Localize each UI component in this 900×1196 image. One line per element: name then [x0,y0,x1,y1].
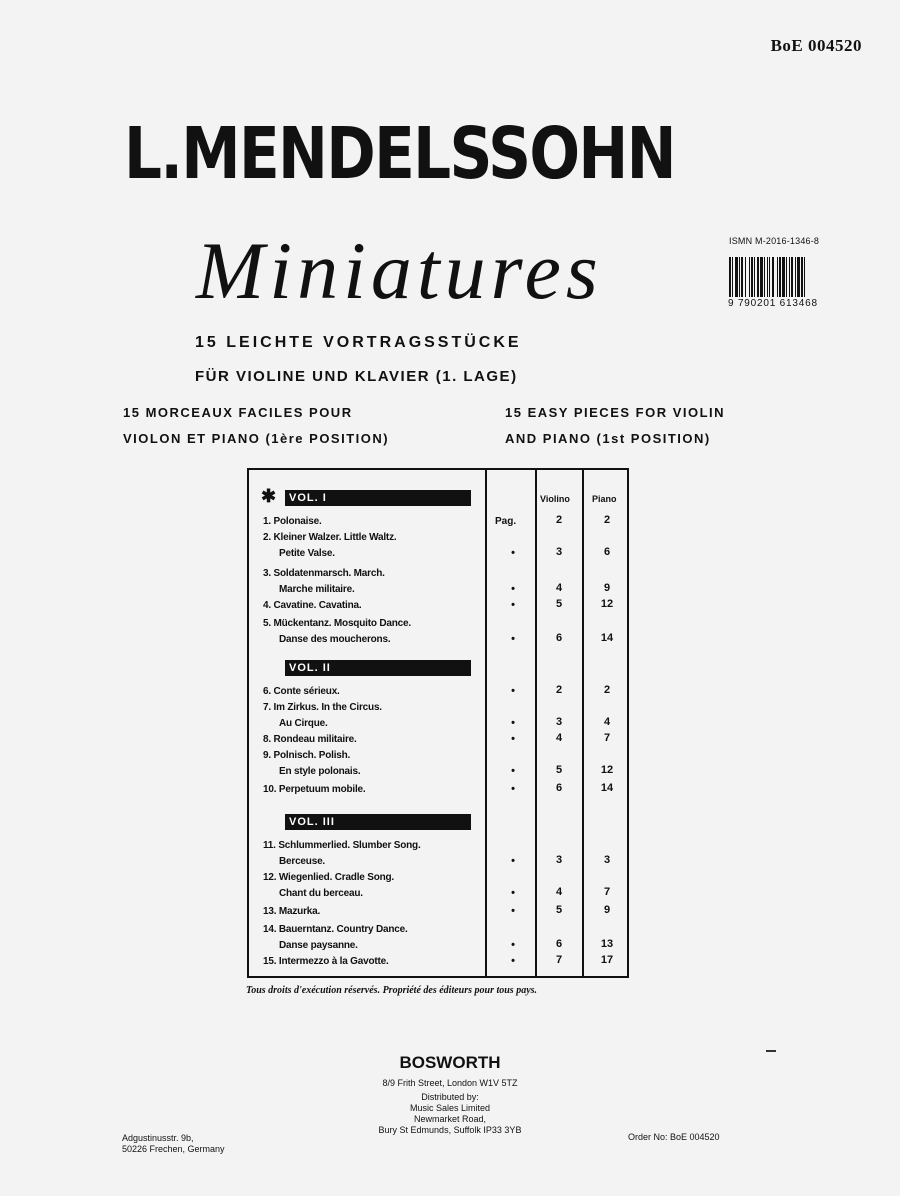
entry-subtitle: Danse paysanne. [279,940,358,951]
subtitle-french-line1: 15 MORCEAUX FACILES POUR [123,405,353,420]
entry-title: 4. Cavatine. Cavatina. [263,600,362,611]
work-title: Miniatures [196,225,603,316]
contents-entry [263,782,483,798]
leader-dot: • [511,633,515,645]
catalog-number: BoE 004520 [770,36,862,55]
contents-table [247,468,629,978]
piano-page: 2 [603,684,611,696]
violino-page: 7 [555,954,563,966]
leader-dot: • [511,783,515,795]
violino-page: 2 [555,684,563,696]
contents-entry [263,566,483,598]
composer-name: L.MENDELSSOHN [124,112,675,195]
piano-page: 9 [603,582,611,594]
violino-page: 6 [555,632,563,644]
leader-dot: • [511,765,515,777]
german-address [122,1133,225,1155]
column-divider [535,470,537,976]
violino-page: 4 [555,732,563,744]
entry-title: 3. Soldatenmarsch. March. [263,568,385,579]
piano-page: 2 [603,514,611,526]
distribution-line: Bury St Edmunds, Suffolk IP33 3YB [378,1125,522,1135]
entry-subtitle: Marche militaire. [279,584,355,595]
entry-subtitle: Danse des moucherons. [279,634,391,645]
piano-page: 13 [600,938,614,950]
entry-title: 5. Mückentanz. Mosquito Dance. [263,618,411,629]
column-header-pag: Pag. [495,516,517,527]
piano-page: 4 [603,716,611,728]
contents-entry [263,954,483,970]
contents-entry [263,732,483,748]
barcode-digits: 9 790201 613468 [728,298,818,309]
violino-page: 6 [555,782,563,794]
contents-entry [263,530,483,562]
entry-subtitle: Au Cirque. [279,718,328,729]
distribution-line: Distributed by: [421,1092,479,1102]
contents-entry [263,904,483,920]
piano-page: 6 [603,546,611,558]
violino-page: 6 [555,938,563,950]
entry-subtitle: Berceuse. [279,856,326,867]
violino-page: 3 [555,546,563,558]
asterisk-mark: ✱ [261,486,277,506]
piano-page: 12 [600,764,614,776]
contents-entry [263,598,483,614]
leader-dot: • [511,583,515,595]
piano-page: 7 [603,886,611,898]
column-header-violino: Violino [540,494,570,504]
ismn-number: ISMN M-2016-1346-8 [729,236,820,246]
leader-dot: • [511,905,515,917]
entry-title: 6. Conte sérieux. [263,686,340,697]
contents-entry [263,700,483,732]
column-divider [582,470,584,976]
leader-dot: • [511,599,515,611]
entry-title: 14. Bauerntanz. Country Dance. [263,924,408,935]
piano-page: 7 [603,732,611,744]
order-number: Order No: BoE 004520 [628,1132,720,1142]
barcode-icon [728,257,862,297]
entry-title: 9. Polnisch. Polish. [263,750,351,761]
german-address-line: 50226 Frechen, Germany [122,1144,225,1154]
distribution-line: Newmarket Road, [413,1114,487,1124]
column-header-piano: Piano [592,494,617,504]
entry-title: 2. Kleiner Walzer. Little Waltz. [263,532,397,543]
subtitle-german-line2: FÜR VIOLINE UND KLAVIER (1. LAGE) [195,368,518,385]
entry-subtitle: Chant du berceau. [279,888,363,899]
contents-entry [263,922,483,954]
leader-dot: • [511,733,515,745]
leader-dot: • [511,685,515,697]
subtitle-german-line1: 15 LEICHTE VORTRAGSSTÜCKE [195,334,522,351]
subtitle-english-line1: 15 EASY PIECES FOR VIOLIN [505,405,726,420]
leader-dot: • [511,887,515,899]
violino-page: 5 [555,764,563,776]
piano-page: 14 [600,632,614,644]
subtitle-english-line2: AND PIANO (1st POSITION) [505,431,711,446]
entry-subtitle: En style polonais. [279,766,361,777]
leader-dot: • [511,955,515,967]
entry-subtitle: Petite Valse. [279,548,335,559]
entry-title: 7. Im Zirkus. In the Circus. [263,702,382,713]
piano-page: 3 [603,854,611,866]
entry-title: 1. Polonaise. [263,516,322,527]
subtitle-french-line2: VIOLON ET PIANO (1ère POSITION) [123,431,390,446]
volume-header: VOL. II [285,660,471,676]
violino-page: 2 [555,514,563,526]
leader-dot: • [511,717,515,729]
entry-title: 8. Rondeau militaire. [263,734,357,745]
volume-header: VOL. III [285,814,471,830]
violino-page: 4 [555,886,563,898]
leader-dot: • [511,547,515,559]
publisher-address: 8/9 Frith Street, London W1V 5TZ [382,1078,518,1088]
distribution-line: Music Sales Limited [409,1103,491,1113]
contents-entry [263,748,483,780]
entry-title: 12. Wiegenlied. Cradle Song. [263,872,395,883]
contents-entry [263,838,483,870]
distribution-block [0,1092,900,1136]
piano-page: 17 [600,954,614,966]
violino-page: 3 [555,854,563,866]
violino-page: 5 [555,598,563,610]
piano-page: 9 [603,904,611,916]
entry-title: 10. Perpetuum mobile. [263,784,366,795]
volume-header: VOL. I [285,490,471,506]
violino-page: 4 [555,582,563,594]
contents-entry [263,684,483,700]
entry-title: 13. Mazurka. [263,906,321,917]
leader-dot: • [511,939,515,951]
german-address-line: Adgustinusstr. 9b, [122,1133,194,1143]
piano-page: 12 [600,598,614,610]
piano-page: 14 [600,782,614,794]
entry-title: 11. Schlummerlied. Slumber Song. [263,840,421,851]
contents-entry [263,870,483,902]
entry-title: 15. Intermezzo à la Gavotte. [263,956,389,967]
contents-entry [263,616,483,648]
rights-notice: Tous droits d'exécution réservés. Propriété des éditeurs pour tous pays. [246,985,538,996]
contents-entry [263,514,483,530]
violino-page: 5 [555,904,563,916]
dash-mark [766,1050,776,1052]
publisher-name: BOSWORTH [399,1053,501,1072]
violino-page: 3 [555,716,563,728]
column-divider [485,470,487,976]
leader-dot: • [511,855,515,867]
